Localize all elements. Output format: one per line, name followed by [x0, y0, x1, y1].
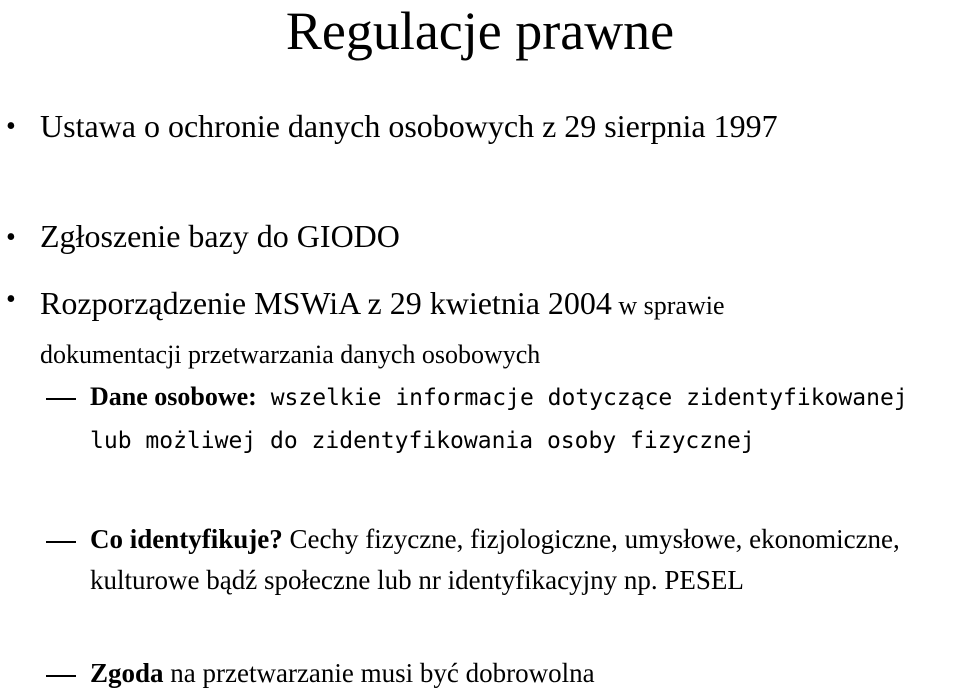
bullet-item-ustawa: Ustawa o ochronie danych osobowych z 29 sierpnia 1997	[40, 108, 778, 144]
bullet-marker: •	[6, 284, 16, 315]
subbullet-zgoda	[90, 653, 955, 694]
subbullet-dash	[46, 541, 76, 543]
subbullet-dash	[46, 675, 76, 677]
subbullet-bold: Co identyfikuje?	[90, 524, 283, 554]
subbullet-co-identyfikuje	[90, 519, 955, 601]
slide-title: Regulacje prawne	[285, 1, 675, 61]
subbullet-bold: Zgoda	[90, 658, 164, 688]
subbullet-dane-osobowe	[90, 376, 955, 462]
rozporzadzenie-rest-inline: w sprawie	[611, 291, 725, 320]
subbullet-text: wszelkie informacje dotyczące zidentyfikowanej lub możliwej do zidentyfikowania osoby fizycznej	[90, 385, 908, 454]
bullet-item-zgloszenie: Zgłoszenie bazy do GIODO	[40, 218, 400, 254]
bullet-marker: •	[6, 111, 16, 142]
subbullet-bold: Dane osobowe:	[90, 382, 257, 411]
subbullet-text: na przetwarzanie musi być dobrowolna	[163, 658, 595, 688]
rozporzadzenie-lead: Rozporządzenie MSWiA z 29 kwietnia 2004	[40, 285, 612, 321]
rozporzadzenie-rest-line2: dokumentacji przetwarzania danych osobowych	[40, 340, 541, 369]
bullet-marker: •	[6, 222, 16, 253]
bullet-item-rozporzadzenie	[40, 280, 955, 378]
subbullet-text: Cechy fizyczne, fizjologiczne, umysłowe, ekonomiczne, kulturowe bądź społeczne lub nr identyfikacyjny np. PESEL	[90, 524, 900, 595]
subbullet-dash	[46, 398, 76, 400]
